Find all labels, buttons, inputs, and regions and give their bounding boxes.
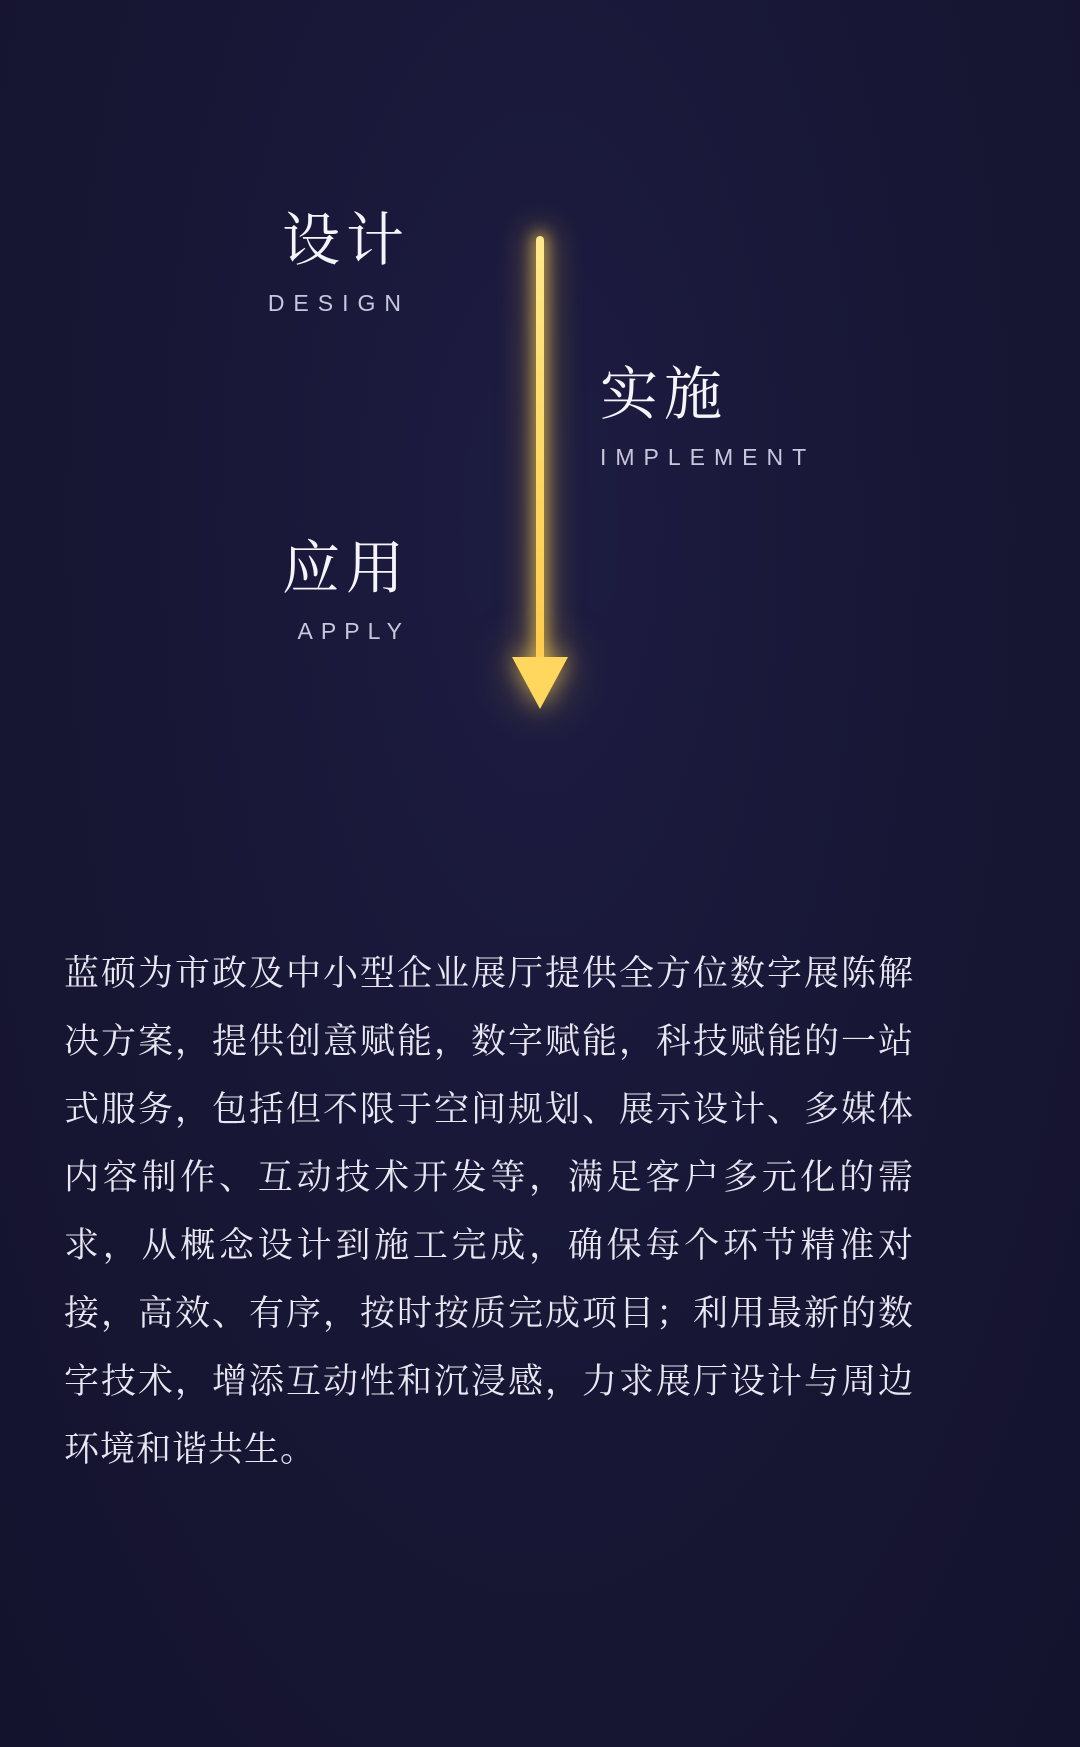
description-paragraph: 蓝硕为市政及中小型企业展厅提供全方位数字展陈解决方案，提供创意赋能，数字赋能，科技赋能的一站式服务，包括但不限于空间规划、展示设计、多媒体内容制作、互动技术开发等，满足客户多元化的需求，从概念设计到施工完成，确保每个环节精准对接，高效、有序，按时按质完成项目；利用最新的数字技术，增添互动性和沉浸感，力求展厅设计与周边环境和谐共生。 (64, 954, 914, 1469)
process-diagram (0, 180, 1080, 740)
stage-implement (600, 362, 900, 471)
downward-arrow-icon (506, 222, 576, 717)
stage-implement-subtitle: IMPLEMENT (600, 444, 816, 470)
arrow-shaft (536, 236, 544, 661)
stage-design (190, 208, 410, 317)
stage-apply (190, 536, 410, 645)
stage-apply-title: 应用 (281, 536, 410, 601)
arrow-head (512, 657, 568, 709)
stage-design-title: 设计 (281, 208, 410, 273)
stage-apply-subtitle: APPLY (297, 618, 410, 644)
stage-design-subtitle: DESIGN (267, 290, 410, 316)
stage-implement-title: 实施 (600, 362, 729, 427)
